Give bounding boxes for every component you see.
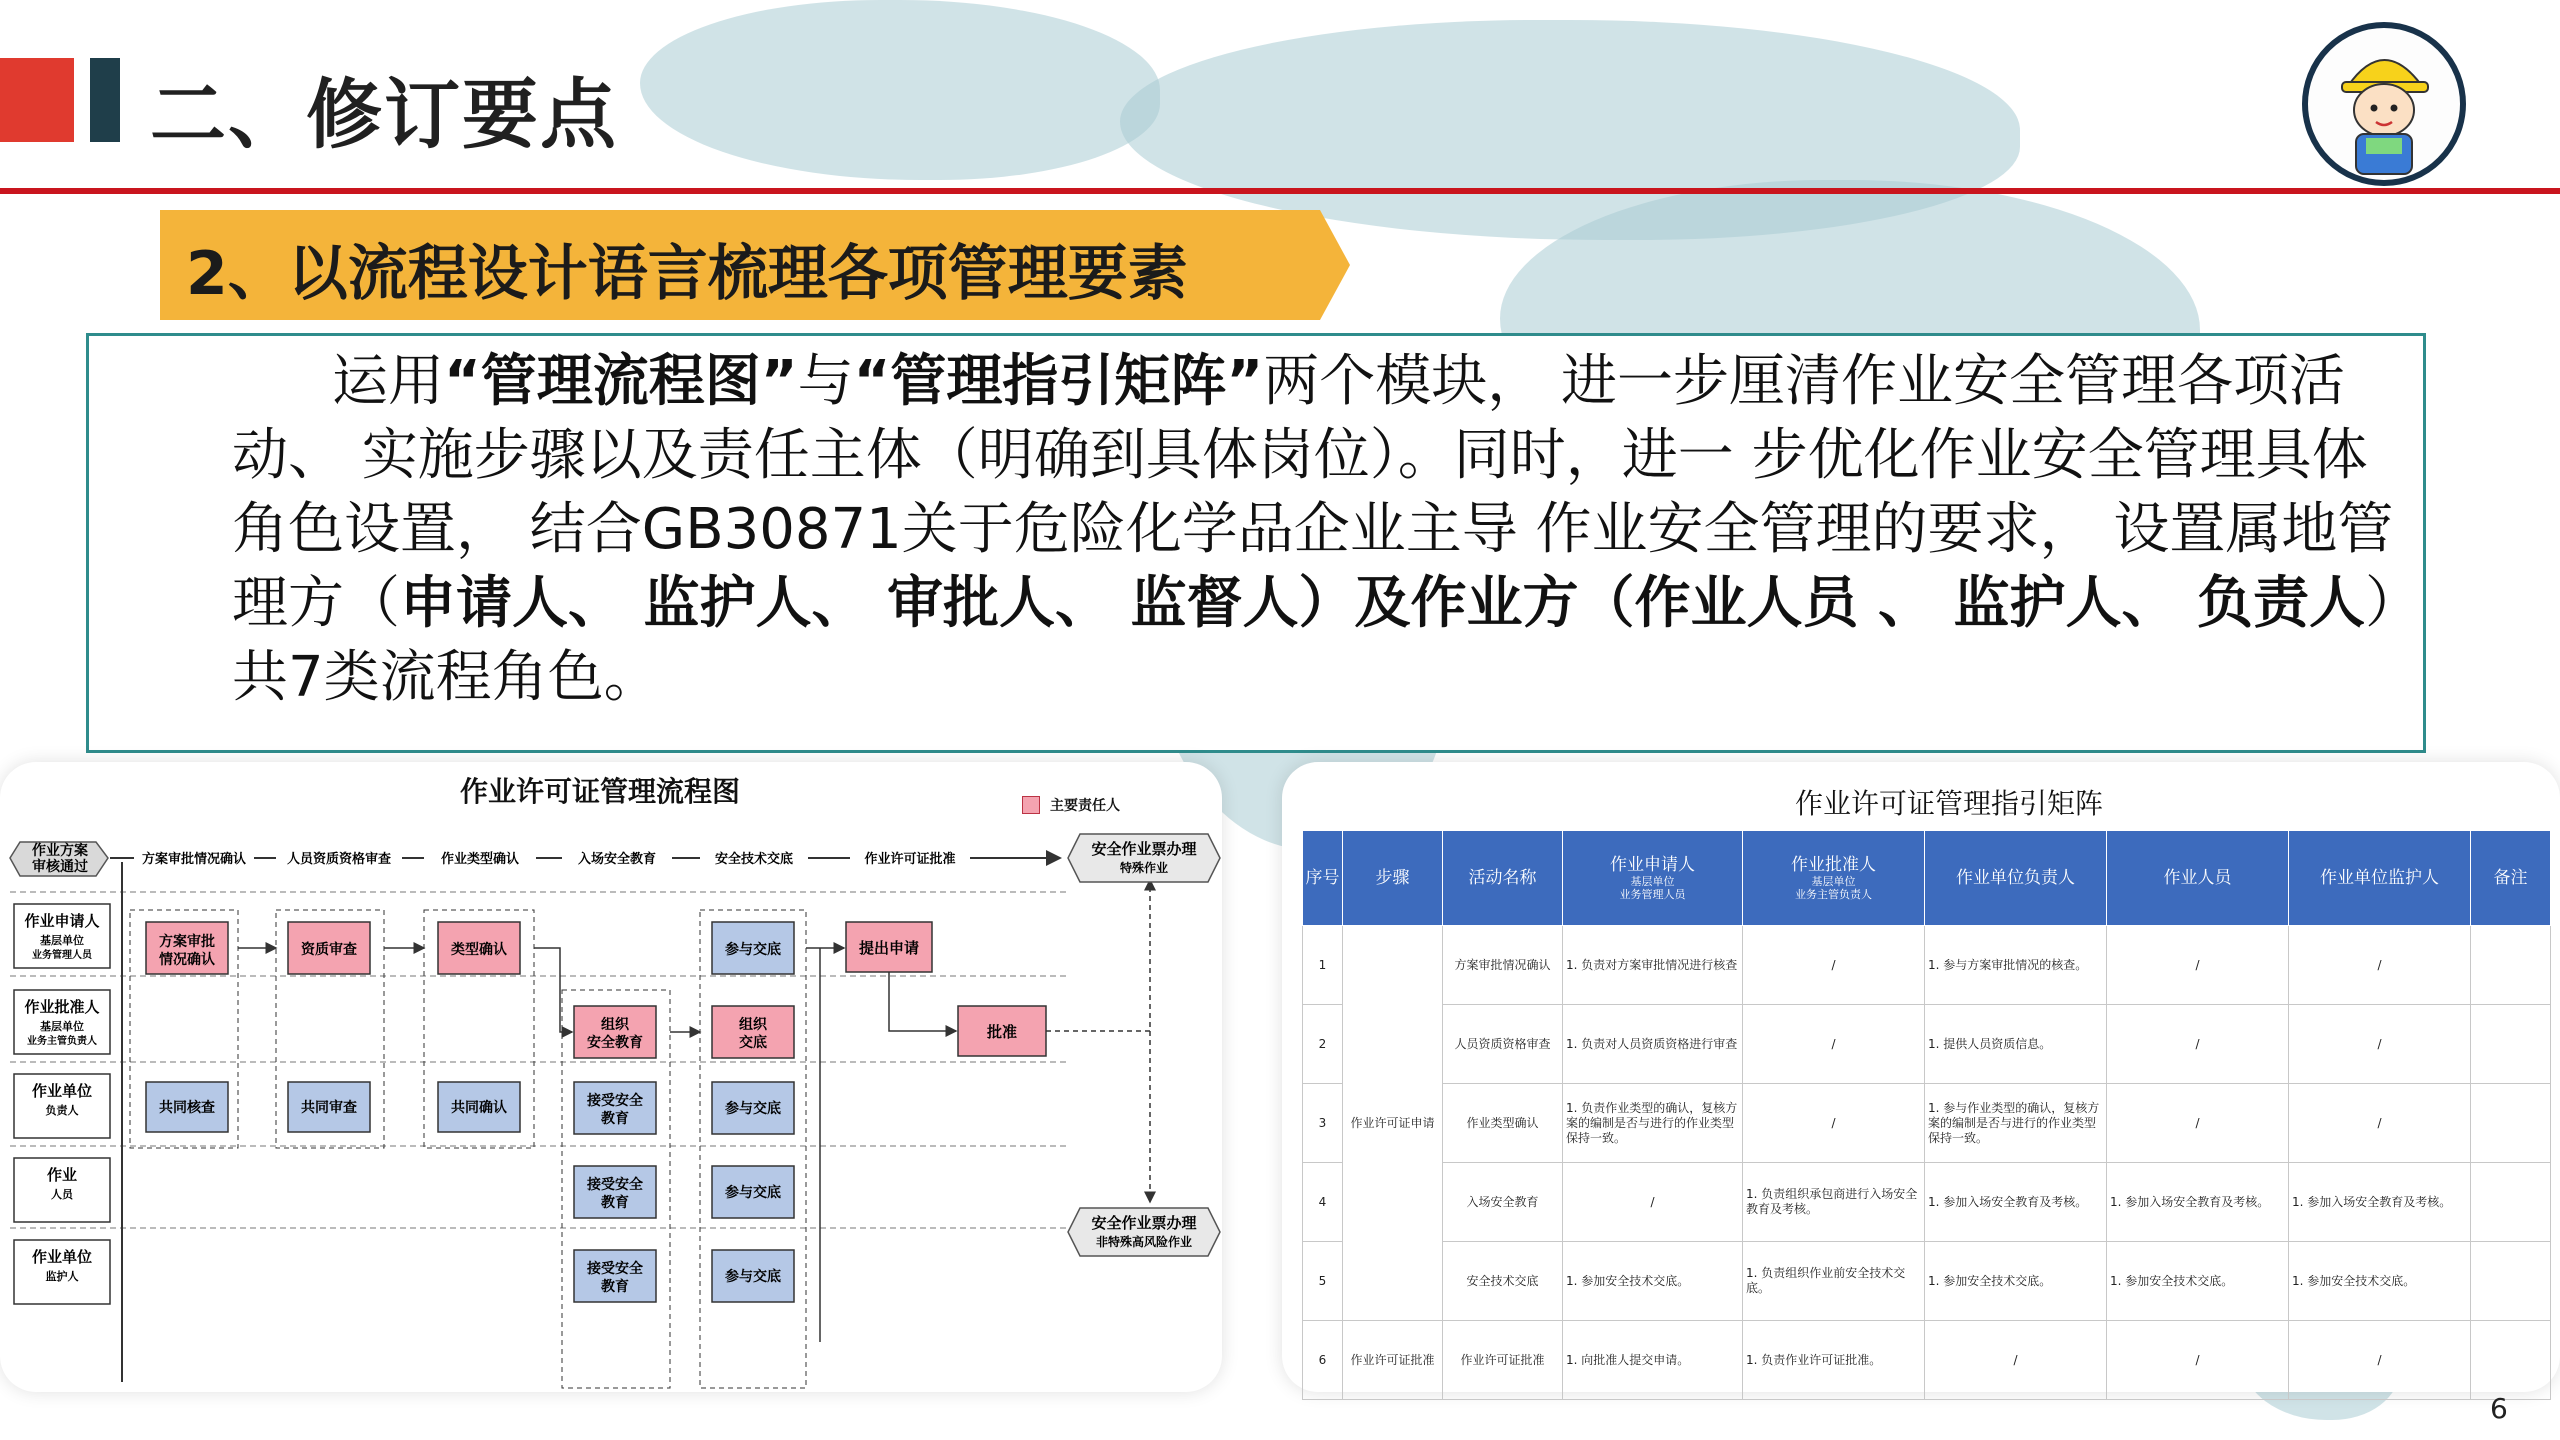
phase-label: 人员资质资格审查: [286, 851, 392, 866]
column-header-sub: 基层单位: [1630, 875, 1675, 888]
role-label: 作业批准人: [24, 999, 100, 1016]
box-label: 教育: [601, 1194, 629, 1210]
phase-label: 安全技术交底: [714, 851, 794, 866]
table-row: [1303, 1163, 2551, 1242]
box-label: 教育: [601, 1278, 629, 1294]
table-cell: /: [1925, 1321, 2107, 1400]
box-label: 共同核查: [159, 1099, 215, 1115]
table-cell: 1. 负责作业许可证批准。: [1743, 1321, 1925, 1400]
role-label: 作业申请人: [24, 913, 100, 930]
page-number: 6: [2490, 1392, 2508, 1425]
table-cell: /: [2289, 1005, 2471, 1084]
text-bold: “管理流程图”: [444, 349, 798, 414]
end-label: 安全作业票办理: [1091, 1215, 1197, 1232]
column-header-label: 活动名称: [1468, 868, 1537, 888]
role-label: 作业单位: [31, 1249, 93, 1266]
table-cell: 2: [1303, 1005, 1343, 1084]
table-cell: /: [2289, 1321, 2471, 1400]
table-cell: [2471, 1242, 2551, 1321]
column-header-label: 序号: [1305, 868, 1340, 888]
table-cell: /: [2289, 926, 2471, 1005]
table-cell: 3: [1303, 1084, 1343, 1163]
table-cell: /: [1743, 1005, 1925, 1084]
role-label: 负责人: [45, 1105, 79, 1117]
table-row: [1303, 926, 2551, 1005]
end-label: 安全作业票办理: [1091, 841, 1197, 858]
table-cell: 1. 负责组织承包商进行入场安全教育及考核。: [1743, 1163, 1925, 1242]
table-cell: /: [2107, 1005, 2289, 1084]
column-header: [1443, 831, 1563, 926]
role-label: 监护人: [45, 1271, 79, 1283]
table-cell: 4: [1303, 1163, 1343, 1242]
role-label: 作业: [46, 1167, 78, 1184]
table-row: [1303, 1084, 2551, 1163]
table-cell: 1. 参加安全技术交底。: [1563, 1242, 1743, 1321]
title-divider: [0, 188, 2560, 194]
box-label: 共同确认: [451, 1099, 507, 1115]
box-org-training: [574, 1006, 656, 1058]
table-cell: 1. 负责作业类型的确认，复核方案的编制是否与进行的作业类型保持一致。: [1563, 1084, 1743, 1163]
table-cell: 1. 参加安全技术交底。: [2289, 1242, 2471, 1321]
column-header-label: 步骤: [1375, 868, 1410, 888]
summary-paragraph: [232, 345, 2412, 715]
table-row: [1303, 1321, 2551, 1400]
table-cell: 1. 负责对人员资质资格进行审查: [1563, 1005, 1743, 1084]
map-decoration: [640, 0, 1160, 180]
table-cell: 作业类型确认: [1443, 1084, 1563, 1163]
role-label: 基层单位: [40, 935, 84, 947]
phase-label: 入场安全教育: [577, 851, 657, 866]
table-cell: 1. 提供人员资质信息。: [1925, 1005, 2107, 1084]
role-label: 基层单位: [40, 1021, 84, 1033]
box-label: 接受安全: [587, 1092, 643, 1108]
box-label: 类型确认: [451, 941, 507, 957]
box-label: 教育: [601, 1110, 629, 1126]
table-cell: 1. 参与作业类型的确认，复核方案的编制是否与进行的作业类型保持一致。: [1925, 1084, 2107, 1163]
text-run: 运用: [332, 349, 444, 414]
table-cell: /: [2107, 1084, 2289, 1163]
start-label-1: 作业方案: [32, 842, 88, 858]
text-bold: “管理指引矩阵”: [853, 349, 1264, 414]
box-label: 组织: [601, 1016, 629, 1032]
table-cell: 6: [1303, 1321, 1343, 1400]
table-cell: [2471, 1084, 2551, 1163]
table-cell: [2471, 1163, 2551, 1242]
table-cell: [2471, 1321, 2551, 1400]
column-header-label: 作业申请人: [1610, 855, 1695, 875]
box-org-brief: [712, 1006, 794, 1058]
box-label: 资质审查: [301, 941, 357, 957]
box-label: 共同审查: [301, 1099, 357, 1115]
table-cell: /: [2107, 1321, 2289, 1400]
box-label: 方案审批: [159, 933, 215, 949]
start-label-2: 审核通过: [32, 858, 88, 874]
column-header: [1303, 831, 1343, 926]
column-header: [1563, 831, 1743, 926]
box-label: 提出申请: [858, 940, 920, 957]
table-cell: 1. 向批准人提交申请。: [1563, 1321, 1743, 1400]
table-row: [1303, 1005, 2551, 1084]
phase-label: 方案审批情况确认: [141, 851, 247, 866]
column-header-label: 备注: [2493, 868, 2528, 888]
box-accept-training: [574, 1166, 656, 1218]
table-cell-step: 作业许可证申请: [1343, 926, 1443, 1321]
table-cell: 1. 负责组织作业前安全技术交底。: [1743, 1242, 1925, 1321]
group-frame: [700, 910, 806, 1388]
role-label: 作业单位: [31, 1083, 93, 1100]
table-cell: 入场安全教育: [1443, 1163, 1563, 1242]
phase-label: 作业许可证批准: [864, 851, 956, 866]
box-label: 批准: [986, 1024, 1018, 1041]
box-accept-training: [574, 1250, 656, 1302]
table-cell: /: [1743, 926, 1925, 1005]
box-label: 情况确认: [159, 951, 215, 967]
section-heading: 2、以流程设计语言梳理各项管理要素: [186, 239, 1188, 309]
matrix-table: [1302, 830, 2551, 1400]
role-label: 业务管理人员: [32, 950, 92, 961]
table-cell: 1. 负责对方案审批情况进行核查: [1563, 926, 1743, 1005]
mascot-icon: [2308, 28, 2460, 180]
column-header-label: 作业人员: [2163, 868, 2232, 888]
title-accent-dark: [90, 58, 120, 142]
box-label: 安全教育: [587, 1034, 643, 1050]
column-header-sub: 业务主管负责人: [1795, 888, 1872, 901]
table-cell: /: [2107, 926, 2289, 1005]
table-cell: /: [2289, 1084, 2471, 1163]
legend-label: 主要责任人: [1050, 798, 1120, 814]
table-cell: /: [1563, 1163, 1743, 1242]
text-run: ）共7类流程角色。: [232, 571, 2393, 710]
column-header-label: 作业单位监护人: [2320, 868, 2439, 888]
column-header-label: 作业单位负责人: [1956, 868, 2075, 888]
table-cell: 1. 参加安全技术交底。: [1925, 1242, 2107, 1321]
column-header-sub: 业务管理人员: [1619, 888, 1686, 901]
page-title: 二、修订要点: [150, 70, 618, 159]
table-cell: [2471, 926, 2551, 1005]
box-label: 参与交底: [725, 1268, 781, 1284]
matrix-title: 作业许可证管理指引矩阵: [1795, 787, 2104, 820]
table-cell: 1. 参加入场安全教育及考核。: [2289, 1163, 2471, 1242]
box-label: 参与交底: [725, 1100, 781, 1116]
box-label: 接受安全: [587, 1260, 643, 1276]
end-sub: 特殊作业: [1119, 861, 1169, 875]
text-bold: 申请人、 监护人、 审批人、 监督人）及作业方（作业人员 、 监护人、 负责人: [400, 571, 2365, 636]
column-header: [1743, 831, 1925, 926]
table-cell: 方案审批情况确认: [1443, 926, 1563, 1005]
role-label: 人员: [51, 1189, 73, 1201]
column-header-sub: 基层单位: [1811, 875, 1856, 888]
table-cell: 作业许可证批准: [1443, 1321, 1563, 1400]
table-header-row: [1303, 831, 2551, 926]
box-accept-training: [574, 1082, 656, 1134]
table-cell: 1. 参加入场安全教育及考核。: [1925, 1163, 2107, 1242]
mascot-avatar: [2302, 22, 2466, 186]
column-header: [2289, 831, 2471, 926]
column-header: [1925, 831, 2107, 926]
column-header: [2107, 831, 2289, 926]
column-header-label: 作业批准人: [1791, 855, 1876, 875]
table-cell: 安全技术交底: [1443, 1242, 1563, 1321]
flowchart: [0, 762, 1222, 1392]
box-label: 参与交底: [725, 1184, 781, 1200]
text-run: 与: [797, 349, 854, 414]
table-cell: 1. 参加入场安全教育及考核。: [2107, 1163, 2289, 1242]
table-cell: /: [1743, 1084, 1925, 1163]
column-header: [2471, 831, 2551, 926]
table-cell: 1. 参与方案审批情况的核查。: [1925, 926, 2107, 1005]
table-cell: [2471, 1005, 2551, 1084]
box-label: 交底: [739, 1034, 767, 1050]
phase-label: 作业类型确认: [440, 851, 520, 866]
box-label: 参与交底: [725, 941, 781, 957]
box-label: 接受安全: [587, 1176, 643, 1192]
table-cell: 人员资质资格审查: [1443, 1005, 1563, 1084]
flowchart-title: 作业许可证管理流程图: [460, 775, 741, 808]
table-cell: 1: [1303, 926, 1343, 1005]
table-cell: 1. 参加安全技术交底。: [2107, 1242, 2289, 1321]
box-label: 组织: [739, 1016, 767, 1032]
role-label: 业务主管负责人: [27, 1036, 97, 1047]
text-run: 两个模块， 进一步厘清作业安全管理各项活动、 实施步骤以及责任主体（明确到具体岗位）。同时，进一 步优化作业安全管理具体角色设置， 结合GB30871关于危险化学品企业主导 作业安全管理的要求， 设置属地管理方（: [232, 349, 2394, 636]
table-cell-step: 作业许可证批准: [1343, 1321, 1443, 1400]
table-cell: 5: [1303, 1242, 1343, 1321]
end-sub: 非特殊高风险作业: [1095, 1235, 1193, 1249]
table-row: [1303, 1242, 2551, 1321]
column-header: [1343, 831, 1443, 926]
title-accent-red: [0, 58, 74, 142]
